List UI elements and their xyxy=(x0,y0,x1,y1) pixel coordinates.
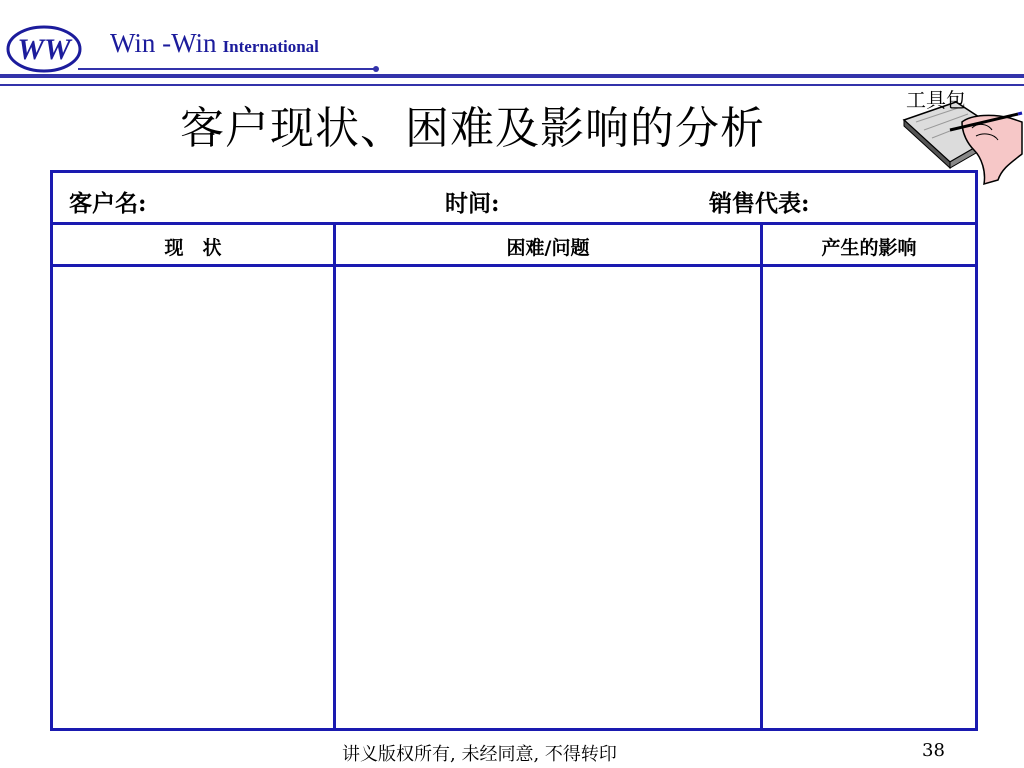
form-header-row xyxy=(53,173,975,225)
toolkit-label: 工具包 xyxy=(906,88,966,112)
impact-cell xyxy=(763,267,975,728)
column-header-impact: 产生的影响 xyxy=(821,237,917,259)
column-header-status: 现 状 xyxy=(164,237,222,259)
problems-cell xyxy=(336,267,760,728)
page-number: 38 xyxy=(922,740,945,761)
brand-name xyxy=(110,28,319,59)
copyright-footer: 讲义版权所有, 未经同意, 不得转印 xyxy=(342,744,617,765)
winwin-logo xyxy=(6,24,86,74)
column-header-row xyxy=(53,225,975,267)
header-rule-thin xyxy=(0,84,1024,86)
brand-suffix: International xyxy=(222,37,319,56)
slide-title: 客户现状、困难及影响的分析 xyxy=(180,103,765,154)
header-rule-thick xyxy=(0,74,1024,78)
status-cell xyxy=(53,267,333,728)
brand-title: Win -Win xyxy=(110,28,217,58)
brand-underline xyxy=(78,68,376,70)
client-name-label: 客户名: xyxy=(69,190,147,217)
brand-underline-dot xyxy=(373,66,379,72)
analysis-form-table xyxy=(50,170,978,731)
sales-rep-label: 销售代表: xyxy=(709,190,810,217)
column-header-problems: 困难/问题 xyxy=(506,237,590,259)
logo-text: WW xyxy=(17,33,71,66)
time-label: 时间: xyxy=(445,190,500,217)
